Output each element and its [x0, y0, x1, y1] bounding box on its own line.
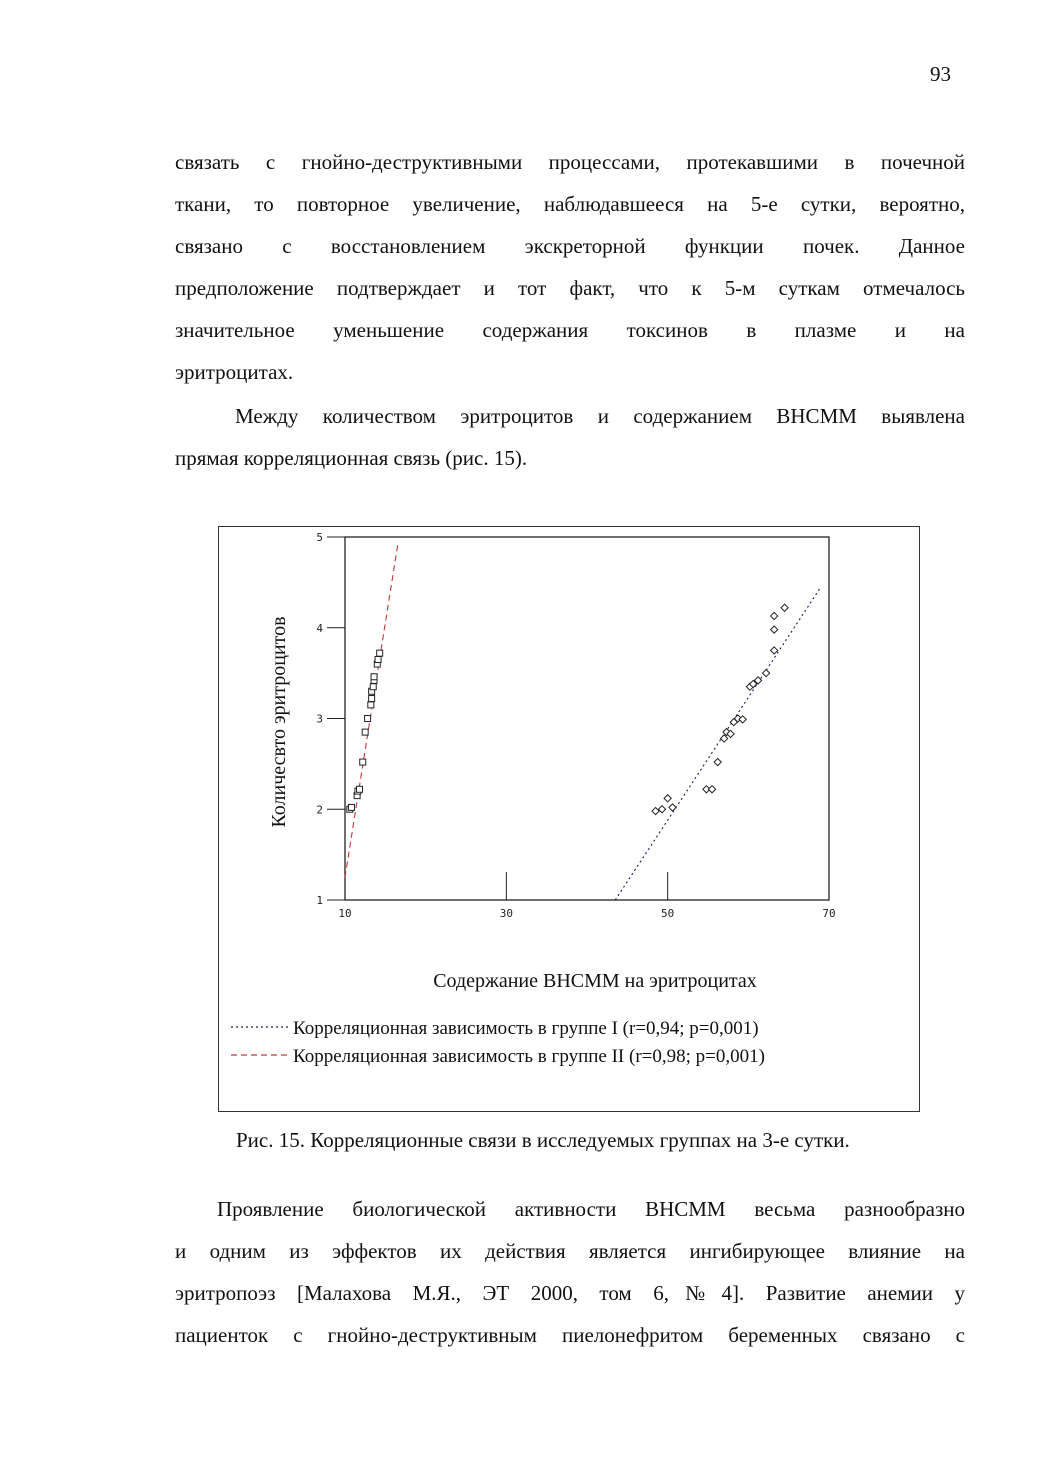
- data-point-group-1: [762, 670, 769, 677]
- data-point-group-2: [362, 729, 368, 735]
- y-tick-label: 2: [316, 803, 323, 817]
- y-axis-label: Количесвто эритроцитов: [268, 616, 290, 828]
- text-line: прямая корреляционная связь (рис. 15).: [175, 446, 528, 470]
- data-point-group-2: [365, 716, 371, 722]
- text-line: значительное уменьшение содержания токсинов в плазме и на: [175, 318, 965, 342]
- x-axis-label: Содержание ВНСММ на эритроцитах: [433, 970, 757, 992]
- text-line: Проявление биологической активности ВНСММ весьма разнообразно: [217, 1197, 965, 1221]
- data-point-group-2: [375, 657, 381, 663]
- data-point-group-2: [369, 696, 375, 702]
- correlation-chart: [219, 527, 919, 1111]
- paragraph-2: [175, 395, 965, 479]
- page-number: 93: [930, 62, 951, 86]
- x-tick-label: 70: [822, 907, 836, 920]
- data-point-group-1: [771, 612, 778, 619]
- chart-body: [316, 531, 835, 920]
- regression-line-group-1: [615, 587, 821, 900]
- text-line: ткани, то повторное увеличение, наблюдавшееся на 5-е сутки, вероятно,: [175, 192, 965, 216]
- data-point-group-1: [664, 795, 671, 802]
- x-tick-label: 30: [499, 907, 513, 920]
- y-tick-label: 5: [316, 531, 323, 544]
- text-line: пациенток с гнойно-деструктивным пиелонефритом беременных связано с: [175, 1323, 965, 1347]
- data-point-group-2: [348, 804, 354, 810]
- data-point-group-2: [371, 674, 377, 680]
- paragraph-1: [175, 141, 965, 393]
- text-line: предположение подтверждает и тот факт, что к 5-м суткам отмечалось: [175, 276, 965, 300]
- data-point-group-2: [357, 786, 363, 792]
- text-line: эритроцитах.: [175, 360, 294, 384]
- data-point-group-1: [771, 647, 778, 654]
- text-line: эритропоэз [Малахова М.Я., ЭТ 2000, том 6,№4]. Развитие анемии у: [175, 1281, 965, 1305]
- y-tick-label: 1: [316, 894, 323, 907]
- figure-frame: [218, 526, 920, 1112]
- data-point-group-2: [360, 759, 366, 765]
- text-line: связано с восстановлением экскреторной функции почек. Данное: [175, 234, 965, 258]
- regression-line-group-2: [345, 542, 398, 878]
- data-point-group-1: [652, 807, 659, 814]
- data-point-group-2: [370, 684, 376, 690]
- legend-label-group-2: Корреляционная зависимость в группе II (r=0,98; p=0,001): [293, 1046, 765, 1067]
- y-tick-label: 4: [316, 621, 323, 635]
- data-point-group-1: [714, 758, 721, 765]
- legend-label-group-1: Корреляционная зависимость в группе I (r=0,94; p=0,001): [293, 1018, 759, 1039]
- x-tick-label: 50: [661, 907, 675, 920]
- data-point-group-1: [771, 626, 778, 633]
- data-point-group-1: [658, 806, 665, 813]
- data-point-group-2: [377, 650, 383, 656]
- data-point-group-1: [708, 786, 715, 793]
- text-line: связать с гнойно-деструктивными процессами, протекавшими в почечной: [175, 150, 965, 174]
- figure-caption: Рис. 15. Корреляционные связи в исследуемых группах на 3-е сутки.: [236, 1128, 850, 1152]
- data-point-group-2: [368, 702, 374, 708]
- y-tick-label: 3: [316, 712, 323, 726]
- text-line: и одним из эффектов их действия является ингибирующее влияние на: [175, 1239, 965, 1263]
- paragraph-3: [175, 1188, 965, 1356]
- text-line: Между количеством эритроцитов и содержанием ВНСММ выявлена: [235, 404, 965, 428]
- plot-area-frame: [345, 537, 829, 900]
- data-point-group-1: [781, 604, 788, 611]
- legend: [231, 1018, 765, 1067]
- x-tick-label: 10: [338, 907, 352, 920]
- data-point-group-1: [669, 804, 676, 811]
